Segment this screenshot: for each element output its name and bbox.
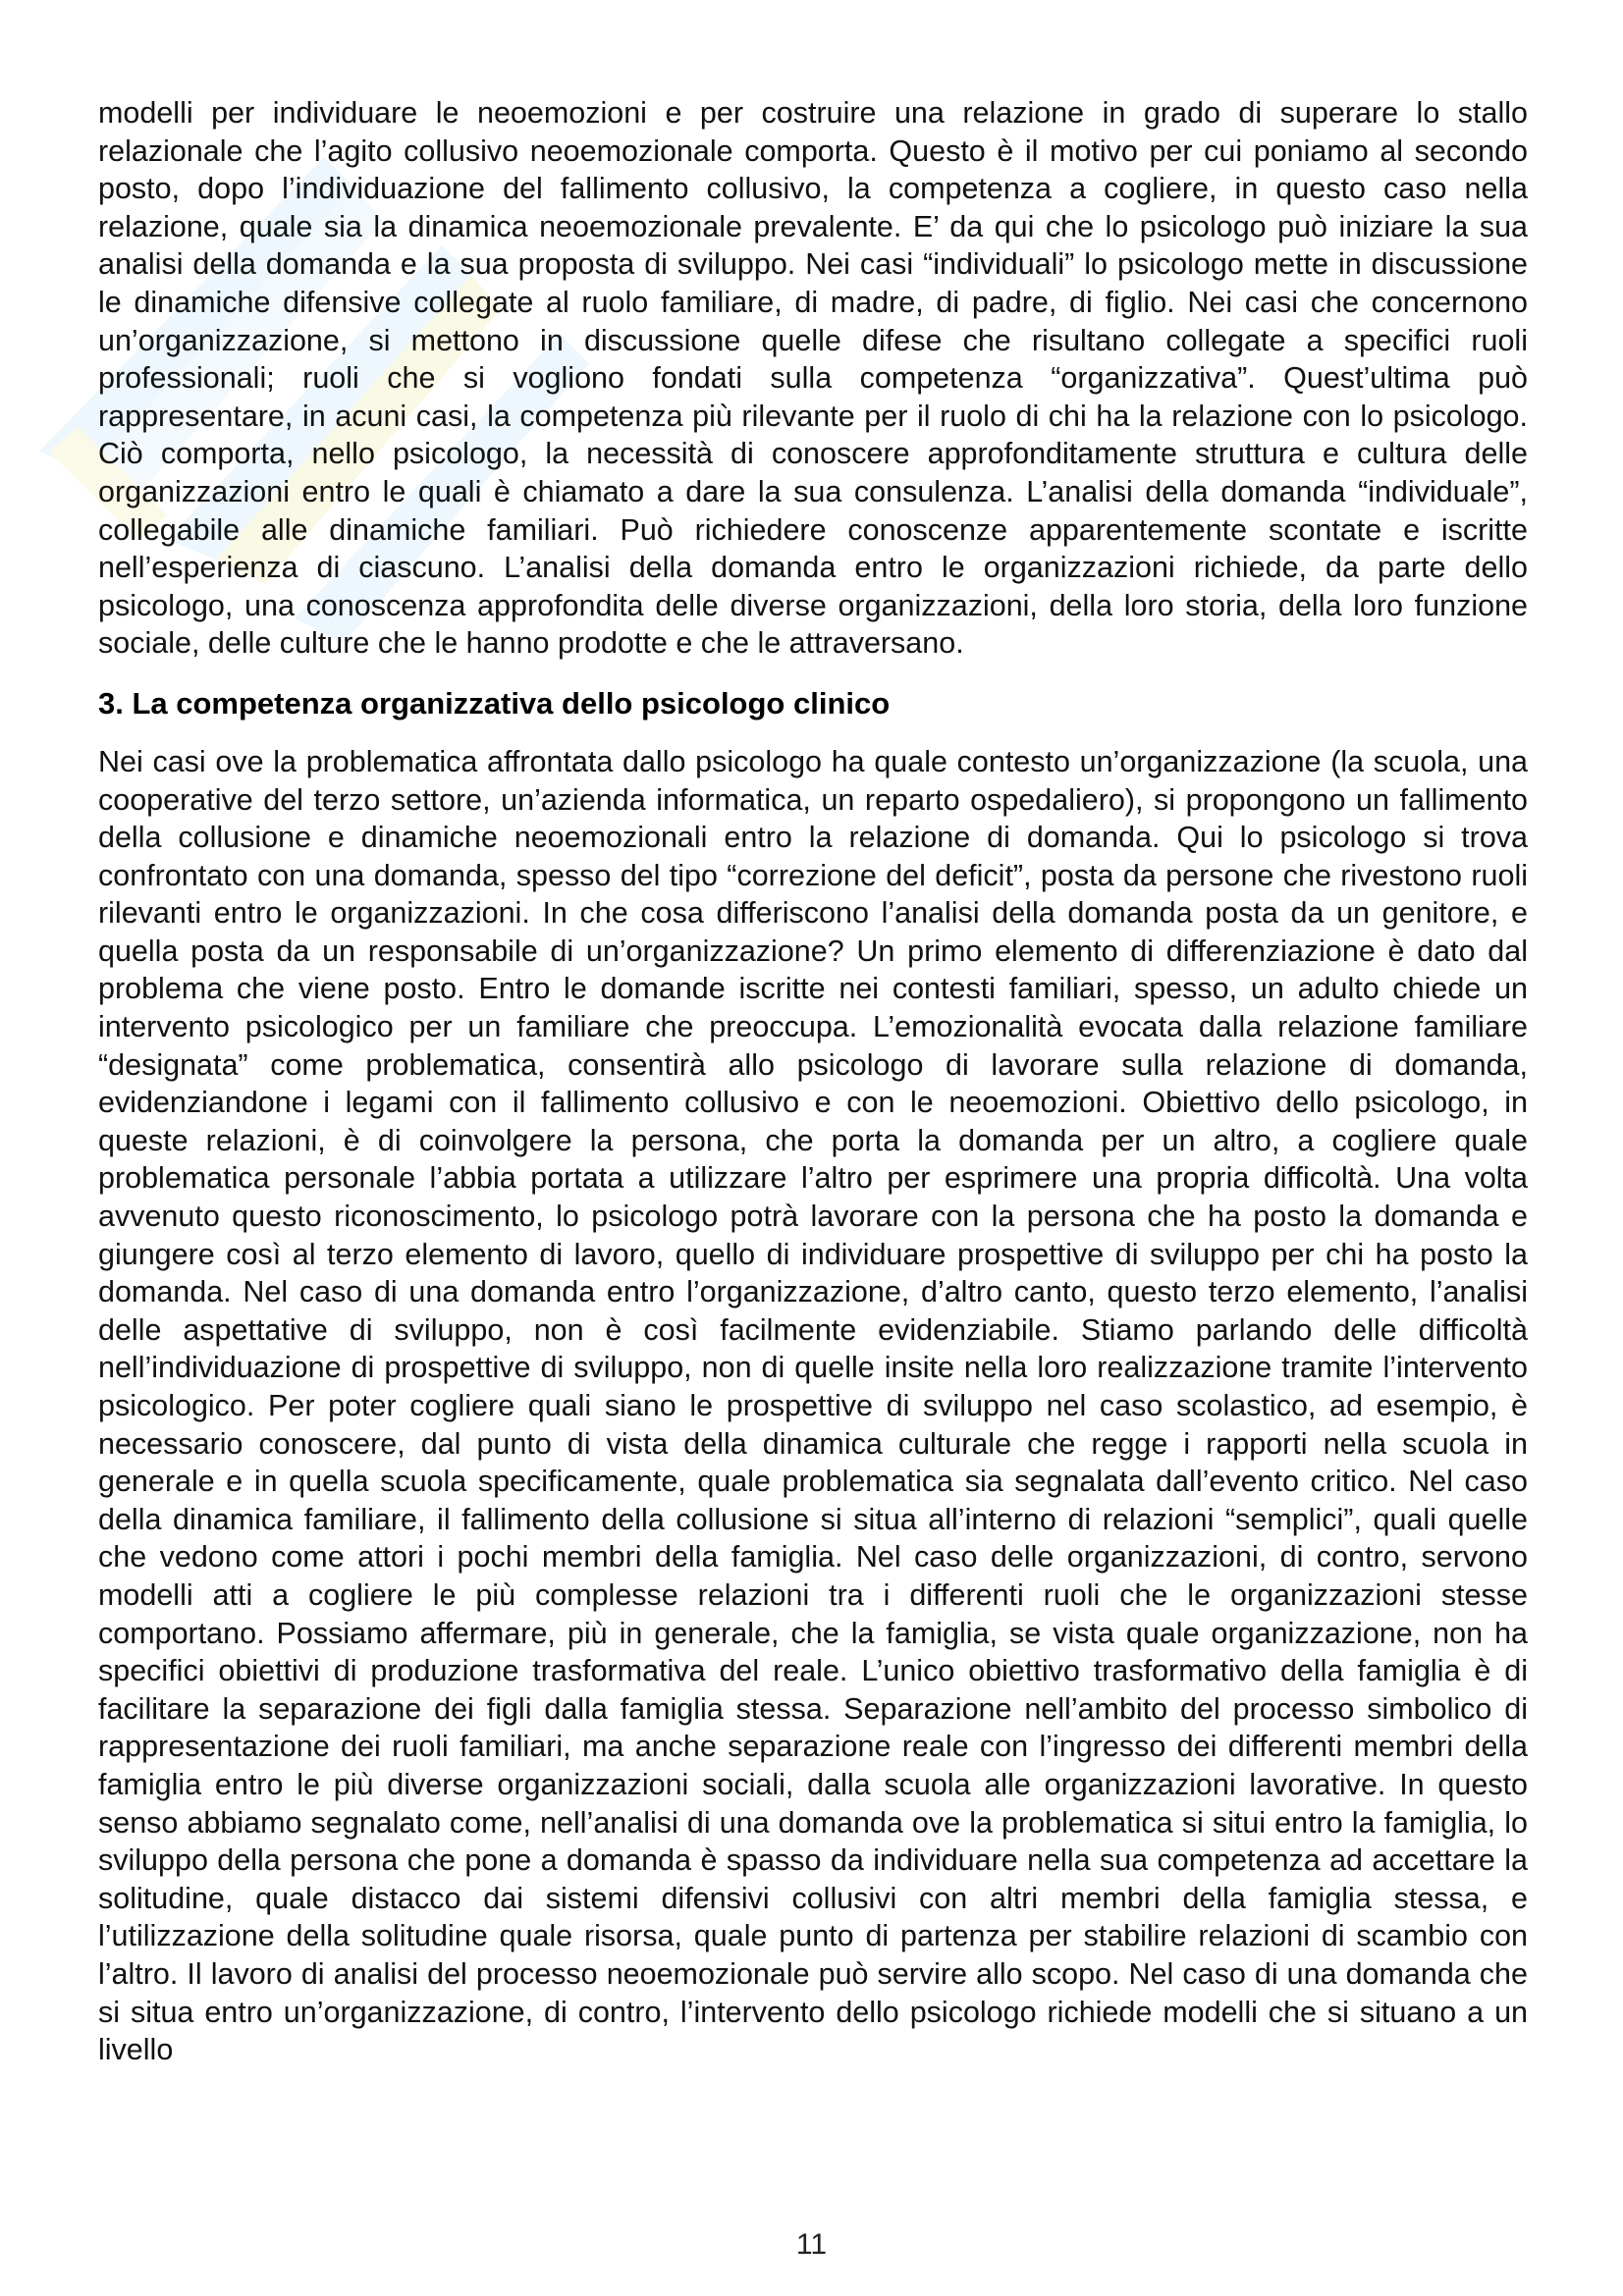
- document-body: [98, 94, 1528, 2069]
- page-number: 11: [795, 2228, 828, 2261]
- section-heading: 3. La competenza organizzativa dello psicologo clinico: [98, 685, 891, 721]
- paragraph-section-3: Nei casi ove la problematica affrontata dallo psicologo ha quale contesto un’organizzazione (la scuola, una cooperative del terzo settore, un’azienda informatica, un reparto ospedaliero), si propongono un fallimento della collusione e dinamiche neoemozionali entro la relazione di domanda. Qui lo psicologo si trova confrontato con una domanda, spesso del tipo “correzione del deficit”, posta da persone che rivestono ruoli rilevanti entro le organizzazioni. In che cosa differiscono l’analisi della domanda posta da un genitore, e quella posta da un responsabile di un’organizzazione? Un primo elemento di differenziazione è dato dal problema che viene posto. Entro le domande iscritte nei contesti familiari, spesso, un adulto chiede un intervento psicologico per un familiare che preoccupa. L’emozionalità evocata dalla relazione familiare “designata” come problematica, consentirà allo psicologo di lavorare sulla relazione di domanda, evidenziandone i legami con il fallimento collusivo e con le neoemozioni. Obiettivo dello psicologo, in queste relazioni, è di coinvolgere la persona, che porta la domanda per un altro, a cogliere quale problematica personale l’abbia portata a utilizzare l’altro per esprimere una propria difficoltà. Una volta avvenuto questo riconoscimento, lo psicologo potrà lavorare con la persona che ha posto la domanda e giungere così al terzo elemento di lavoro, quello di individuare prospettive di sviluppo per chi ha posto la domanda. Nel caso di una domanda entro l’organizzazione, d’altro canto, questo terzo elemento, l’analisi delle aspettative di sviluppo, non è così facilmente evidenziabile. Stiamo parlando delle difficoltà nell’individuazione di prospettive di sviluppo, non di quelle insite nella loro realizzazione tramite l’intervento psicologico. Per poter cogliere quali siano le prospettive di sviluppo nel caso scolastico, ad esempio, è necessario conoscere, dal punto di vista della dinamica culturale che regge i rapporti nella scuola in generale e in quella scuola specificamente, quale problematica sia segnalata dall’evento critico. Nel caso della dinamica familiare, il fallimento della collusione si situa all’interno di relazioni “semplici”, quali quelle che vedono come attori i pochi membri della famiglia. Nel caso delle organizzazioni, di contro, servono modelli atti a cogliere le più complesse relazioni tra i differenti ruoli che le organizzazioni stesse comportano. Possiamo affermare, più in generale, che la famiglia, se vista quale organizzazione, non ha specifici obiettivi di produzione trasformativa del reale. L’unico obiettivo trasformativo della famiglia è di facilitare la separazione dei figli dalla famiglia stessa. Separazione nell’ambito del processo simbolico di rappresentazione dei ruoli familiari, ma anche separazione reale con l’ingresso dei differenti membri della famiglia entro le più diverse organizzazioni sociali, dalla scuola alle organizzazioni lavorative. In questo senso abbiamo segnalato come, nell’analisi di una domanda ove la problematica si situi entro la famiglia, lo sviluppo della persona che pone a domanda è spasso da individuare nella sua competenza ad accettare la solitudine, quale distacco dai sistemi difensivi collusivi con altri membri della famiglia stessa, e l’utilizzazione della solitudine quale risorsa, quale punto di partenza per stabilire relazioni di scambio con l’altro. Il lavoro di analisi del processo neoemozionale può servire allo scopo. Nel caso di una domanda che si situa entro un’organizzazione, di contro, l’intervento dello psicologo richiede modelli che si situano a un livello: [98, 744, 1528, 2067]
- paragraph-intro: modelli per individuare le neoemozioni e per costruire una relazione in grado di superare lo stallo relazionale che l’agito collusivo neoemozionale comporta. Questo è il motivo per cui poniamo al secondo posto, dopo l’individuazione del fallimento collusivo, la competenza a cogliere, in questo caso nella relazione, quale sia la dinamica neoemozionale prevalente. E’ da qui che lo psicologo può iniziare la sua analisi della domanda e la sua proposta di sviluppo. Nei casi “individuali” lo psicologo mette in discussione le dinamiche difensive collegate al ruolo familiare, di madre, di padre, di figlio. Nei casi che concernono un’organizzazione, si mettono in discussione quelle difese che risultano collegate a specifici ruoli professionali; ruoli che si vogliono fondati sulla competenza “organizzativa”. Quest’ultima può rappresentare, in acuni casi, la competenza più rilevante per il ruolo di chi ha la relazione con lo psicologo. Ciò comporta, nello psicologo, la necessità di conoscere approfonditamente struttura e cultura delle organizzazioni entro le quali è chiamato a dare la sua consulenza. L’analisi della domanda “individuale”, collegabile alle dinamiche familiari. Può richiedere conoscenze apparentemente scontate e iscritte nell’esperienza di ciascuno. L’analisi della domanda entro le organizzazioni richiede, da parte dello psicologo, una conoscenza approfondita delle diverse organizzazioni, della loro storia, della loro funzione sociale, delle culture che le hanno prodotte e che le attraversano.: [98, 96, 1528, 661]
